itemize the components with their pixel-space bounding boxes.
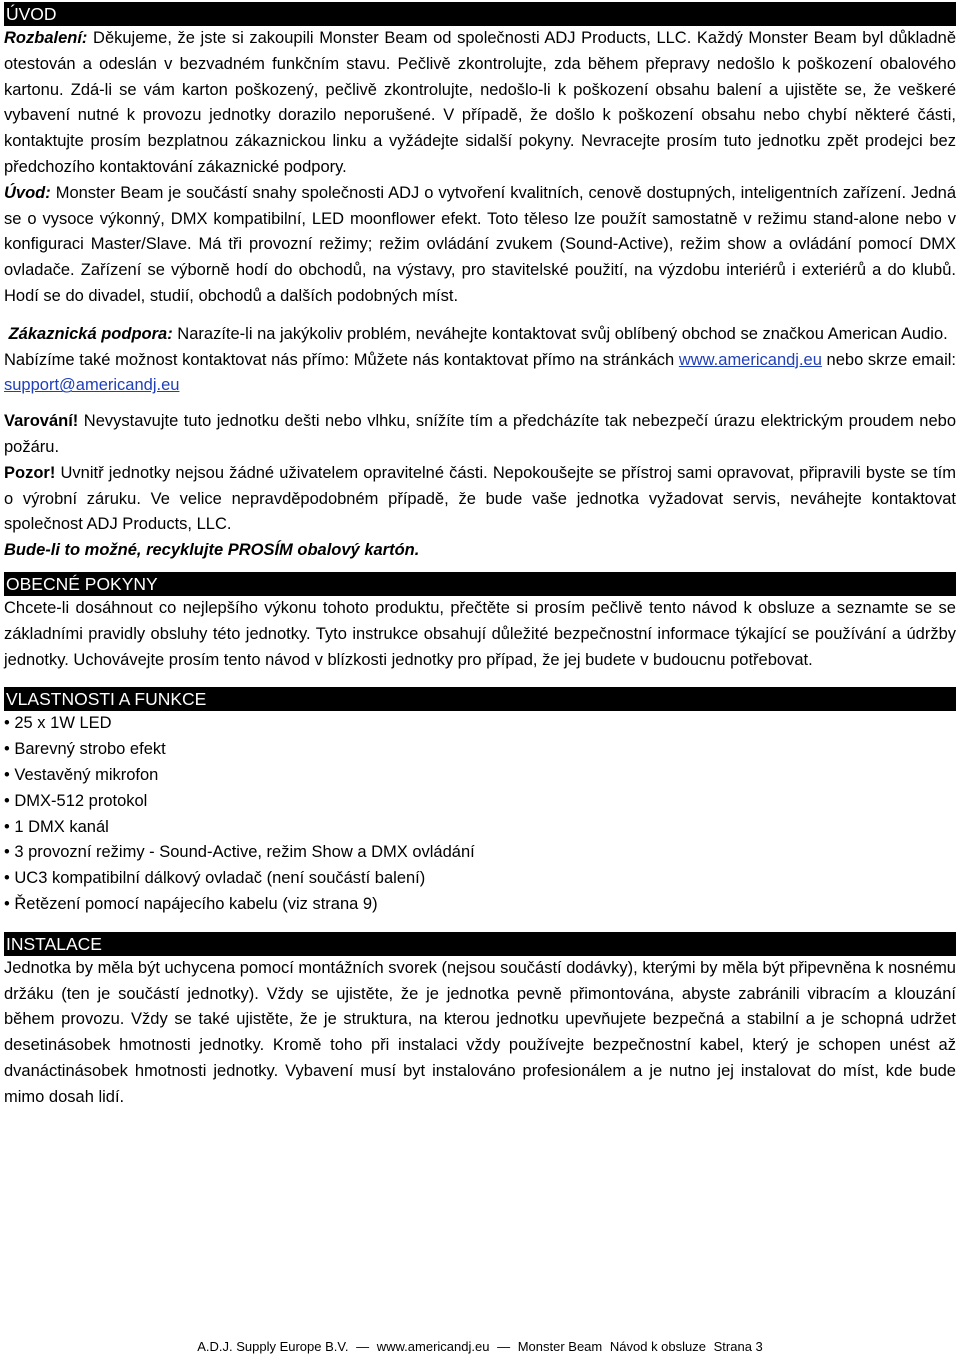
manual-page xyxy=(4,2,956,1110)
feature-item: • Řetězení pomocí napájecího kabelu (viz strana 9) xyxy=(4,892,956,918)
unpacking-label: Rozbalení: xyxy=(4,29,88,47)
intro-paragraph xyxy=(4,181,956,310)
installation-paragraph: Jednotka by měla být uchycena pomocí montážních svorek (nejsou součástí dodávky), kterými by měla být připevněna k nosnému držáku (ten je součástí jednotky). Vždy se ujistěte, že je jednotka pevně přimontována, abyste zabránili vibracím a klouzání během provozu. Vždy se také ujistěte, že je struktura, na kterou jednotku upevňujete bezpečná a stabilní a je schopná udržet desetinásobek hmotnosti jednotky. Kromě toho při instalaci vždy používejte bezpečnostní kabel, který je schopen unést až dvanáctinásobek hmotnosti jednotky. Vybavení musí byt instalováno profesionálem a je nutno jej instalovat do míst, kde bude mimo dosah lidí. xyxy=(4,958,956,1106)
section-heading-instalace: INSTALACE xyxy=(4,932,956,956)
feature-item: • 1 DMX kanál xyxy=(4,815,956,841)
section-heading-uvod: ÚVOD xyxy=(4,2,956,26)
intro-text: Monster Beam je součástí snahy společnosti ADJ o vytvoření kvalitních, cenově dostupných, inteligentních zařízení. Jedná se o vysoce výkonný, DMX kompatibilní, LED moonflower efekt. Toto těleso lze použít samostatně v režimu stand-alone nebo v konfiguraci Master/Slave. Má tři provozní režimy; režim ovládání zvukem (Sound-Active), režim show a ovládání pomocí DMX ovladače. Zařízení se výborně hodí do obchodů, na výstavy, pro stavitelské použití, na výzdobu interiérů i exteriérů a do klubů. Hodí se do divadel, studií, obchodů a dalších podobných míst. xyxy=(4,183,956,305)
footer-separator: — xyxy=(497,1339,511,1354)
caution-paragraph xyxy=(4,461,956,538)
footer-manual: Návod k obsluze xyxy=(609,1339,706,1354)
unpacking-paragraph xyxy=(4,26,956,181)
support-label: Zákaznická podpora: xyxy=(8,324,173,343)
warning-label: Varování! xyxy=(4,412,79,431)
feature-item: • DMX-512 protokol xyxy=(4,789,956,815)
contact-mid: nebo skrze email: xyxy=(821,350,956,369)
feature-item: • Vestavěný mikrofon xyxy=(4,763,956,789)
feature-item: • UC3 kompatibilní dálkový ovladač (není součástí balení) xyxy=(4,866,956,892)
warning-paragraph xyxy=(4,409,956,461)
website-link[interactable]: www.americandj.eu xyxy=(678,350,822,369)
caution-label: Pozor! xyxy=(4,463,56,482)
footer-separator: — xyxy=(356,1339,370,1354)
feature-item: • Barevný strobo efekt xyxy=(4,737,956,763)
recycle-note: Bude-li to možné, recyklujte PROSÍM obalový kartón. xyxy=(4,541,420,560)
email-link[interactable]: support@americandj.eu xyxy=(4,376,180,395)
caution-text: Uvnitř jednotky nejsou žádné uživatelem opravitelné části. Nepokoušejte se přístroj sami opravovat, připravili byste se tím o výrobní záruku. Ve velice nepravděpodobném případě, že bude vaše jednotka vyžadovat servis, neváhejte kontaktovat společnost ADJ Products, LLC. xyxy=(4,463,956,534)
page-footer xyxy=(0,1338,960,1356)
footer-product: Monster Beam xyxy=(517,1339,603,1354)
contact-paragraph xyxy=(4,348,956,400)
section-heading-obecne: OBECNÉ POKYNY xyxy=(4,572,956,596)
contact-text: Nabízíme také možnost kontaktovat nás přímo: Můžete nás kontaktovat přímo na stránkách xyxy=(4,350,679,369)
unpacking-text: Děkujeme, že jste si zakoupili Monster Beam od společnosti ADJ Products, LLC. Každý Monster Beam byl důkladně otestován a odeslán v bezvadném funkčním stavu. Pečlivě zkontrolujte, zda během přepravy nedošlo k poškození obalového kartonu. Zdá-li se vám karton poškozený, pečlivě zkontrolujte, nedošlo-li k poškození obsahu balení a ujistěte se, že veškeré vybavení nutné k provozu jednotky dorazilo neporušené. V případě, že došlo k poškození obsahu nebo chybí některé části, kontaktujte prosím bezplatnou zákaznickou linku a vyžádejte sidalší pokyny. Nevracejte prosím tuto jednotku zpět prodejci bez předchozího kontaktování zákaznické podpory. xyxy=(4,29,956,176)
warning-text: Nevystavujte tuto jednotku dešti nebo vlhku, snížíte tím a předcházíte tak nebezpečí úrazu elektrickým proudem nebo požáru. xyxy=(4,412,956,456)
support-paragraph xyxy=(4,322,956,348)
section-heading-vlastnosti: VLASTNOSTI A FUNKCE xyxy=(4,687,956,711)
footer-company: A.D.J. Supply Europe B.V. xyxy=(197,1339,349,1354)
intro-label: Úvod: xyxy=(4,183,51,202)
feature-item: • 3 provozní režimy - Sound-Active, režim Show a DMX ovládání xyxy=(4,840,956,866)
support-text: Narazíte-li na jakýkoliv problém, neváhejte kontaktovat svůj oblíbený obchod se značkou American Audio. xyxy=(172,324,948,343)
features-list xyxy=(4,711,956,917)
footer-website: www.americandj.eu xyxy=(376,1339,490,1354)
general-instructions-paragraph: Chcete-li dosáhnout co nejlepšího výkonu tohoto produktu, přečtěte si prosím pečlivě tento návod k obsluze a seznamte se se základními pravidly obsluhy této jednotky. Tyto instrukce obsahují důležité bezpečnostní informace týkající se používání a údržby jednotky. Uchovávejte prosím tento návod v blízkosti jednotky pro případ, že jej budete v budoucnu potřebovat. xyxy=(4,598,956,669)
footer-page-number: Strana 3 xyxy=(713,1339,763,1354)
feature-item: • 25 x 1W LED xyxy=(4,711,956,737)
